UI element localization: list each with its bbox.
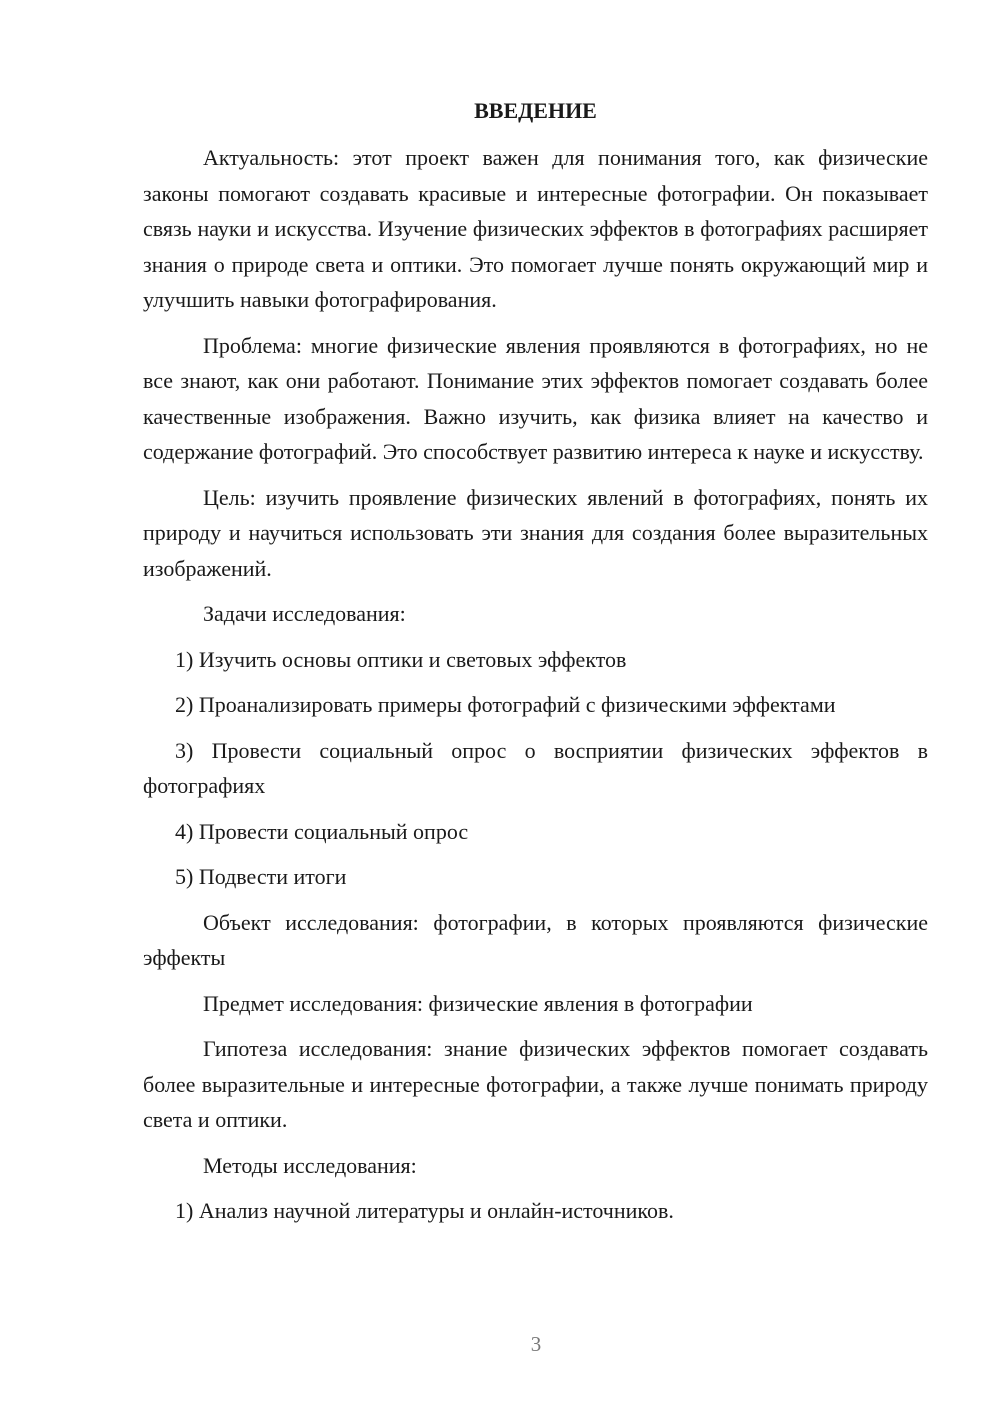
- problem-paragraph: Проблема: многие физические явления проявляются в фотографиях, но не все знают, как они работают. Понимание этих эффектов помогает создавать более качественные изображения. Важно изучить, как физика влияет на качество и содержание фотографий. Это способствует развитию интереса к науке и искусству.: [143, 332, 928, 464]
- page-content: [143, 96, 928, 1239]
- section-title: ВВЕДЕНИЕ: [474, 98, 597, 123]
- task-item-2: 2) Проанализировать примеры фотографий с физическими эффектами: [175, 692, 836, 717]
- task-item-4: 4) Провести социальный опрос: [175, 818, 469, 844]
- method-item-1: 1) Анализ научной литературы и онлайн-источников.: [175, 1198, 674, 1223]
- relevance-paragraph: Актуальность: этот проект важен для понимания того, как физические законы помогают создавать красивые и интересные фотографии. Он показывает связь науки и искусства. Изучение физических эффектов в фотографиях расширяет знания о природе света и оптики. Это помогает лучше понять окружающий мир и улучшить навыки фотографирования.: [143, 145, 928, 312]
- tasks-heading: Задачи исследования:: [203, 601, 406, 626]
- methods-heading: Методы исследования:: [203, 1152, 417, 1178]
- task-item-1: 1) Изучить основы оптики и световых эффектов: [175, 646, 627, 672]
- page-number: 3: [530, 1332, 542, 1356]
- task-item-3: 3) Провести социальный опрос о восприятии физических эффектов в фотографиях: [143, 737, 928, 798]
- subject-paragraph: Предмет исследования: физические явления в фотографии: [203, 990, 753, 1016]
- hypothesis-paragraph: Гипотеза исследования: знание физических эффектов помогает создавать более выразительные и интересные фотографии, а также лучше понимать природу света и оптики.: [143, 1036, 928, 1132]
- object-paragraph: Объект исследования: фотографии, в которых проявляются физические эффекты: [143, 909, 928, 970]
- goal-paragraph: Цель: изучить проявление физических явлений в фотографиях, понять их природу и научиться использовать эти знания для создания более выразительных изображений.: [143, 484, 928, 581]
- task-item-5: 5) Подвести итоги: [175, 864, 347, 889]
